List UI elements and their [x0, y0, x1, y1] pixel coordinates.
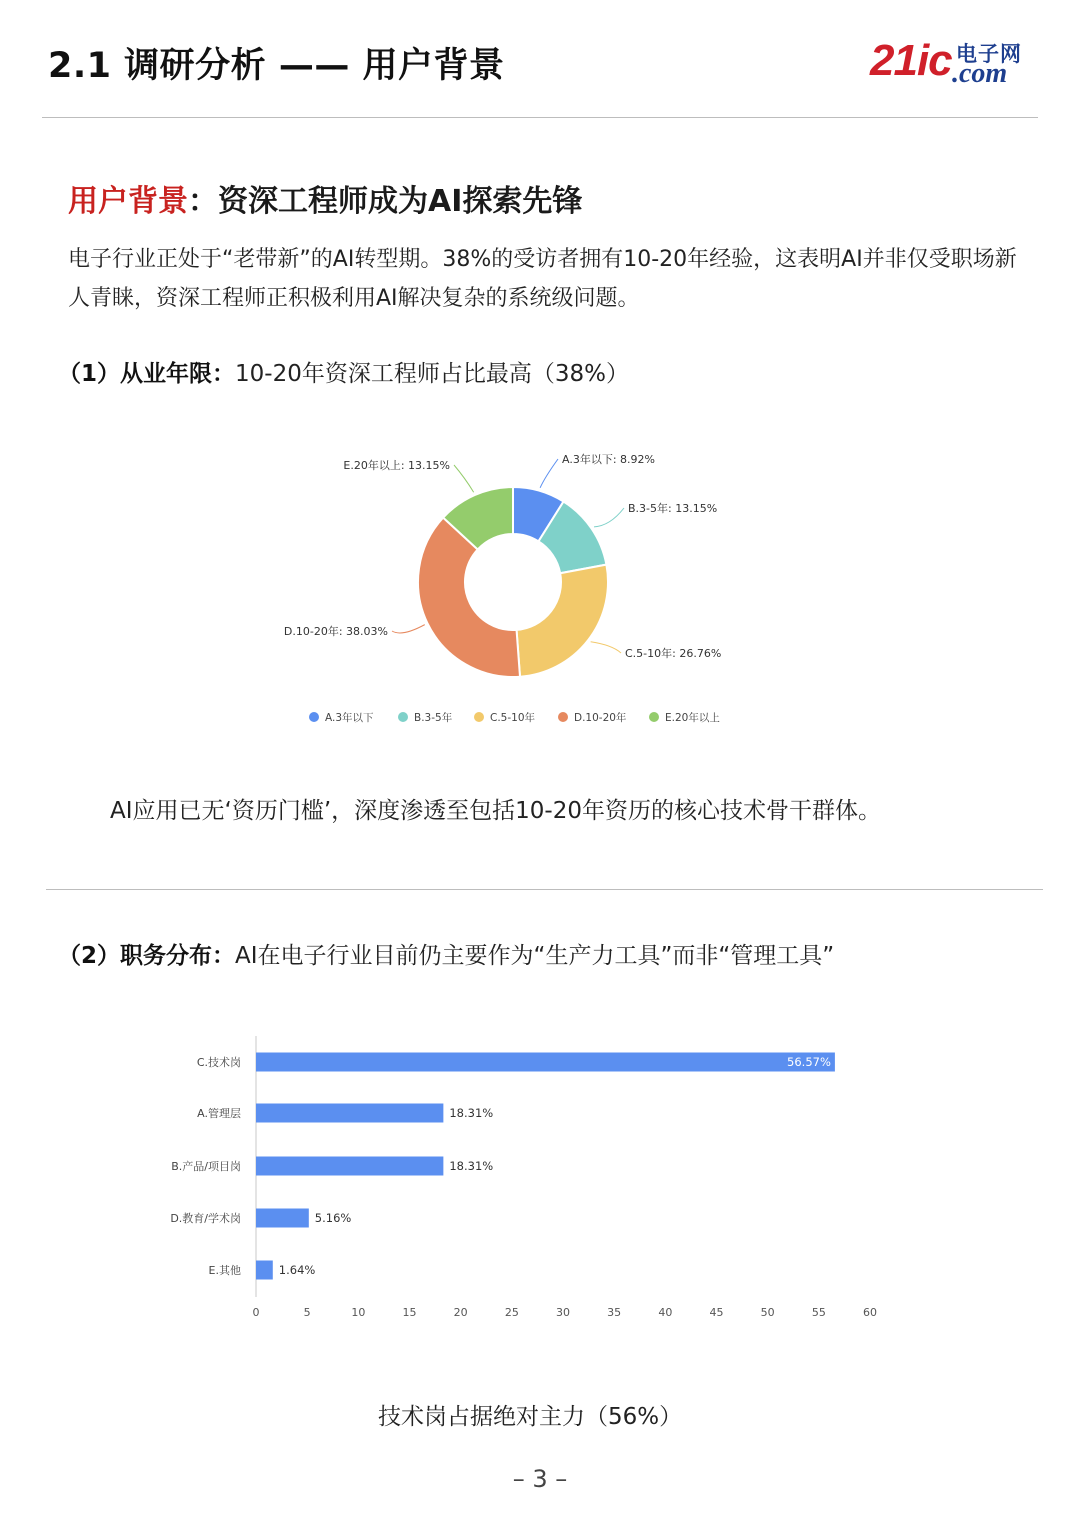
category-label-1: C.技术岗	[196, 1056, 241, 1069]
section-divider	[46, 889, 1043, 890]
x-tick-label-8: 35	[607, 1306, 622, 1319]
x-tick-label-2: 5	[303, 1306, 311, 1319]
category-label-2: A.管理层	[197, 1107, 241, 1120]
x-tick-label-12: 55	[811, 1306, 826, 1319]
subsection-experience-label: （1）从业年限：	[58, 361, 236, 387]
section-heading-highlight: 用户背景	[68, 184, 188, 219]
legend-swatch-2	[398, 712, 408, 722]
role-caption: 技术岗占据绝对主力（56%）	[378, 1404, 683, 1430]
x-tick-label-1: 0	[252, 1306, 260, 1319]
x-tick-label-5: 20	[453, 1306, 468, 1319]
slice-label-5: E.20年以上: 13.15%	[343, 459, 450, 472]
data-label-4: 5.16%	[314, 1211, 352, 1225]
legend-label-3: C.5-10年	[490, 712, 535, 724]
category-label-5: E.其他	[208, 1264, 241, 1277]
x-tick-label-3: 10	[351, 1306, 366, 1319]
legend-label-1: A.3年以下	[325, 712, 374, 724]
x-tick-label-10: 45	[709, 1306, 724, 1319]
leader-line-1	[540, 459, 558, 488]
legend-label-2: B.3-5年	[414, 712, 453, 724]
subsection-role-label: （2）职务分布：	[58, 943, 236, 969]
x-tick-label-7: 30	[556, 1306, 570, 1319]
section-heading	[68, 176, 582, 220]
legend-label-5: E.20年以上	[665, 712, 720, 724]
legend-swatch-1	[309, 712, 319, 722]
x-tick-label-6: 25	[504, 1306, 519, 1319]
legend-swatch-5	[649, 712, 659, 722]
brand-logo	[870, 36, 1040, 88]
slice-label-2: B.3-5年: 13.15%	[628, 502, 718, 515]
intro-paragraph: 电子行业正处于“老带新”的AI转型期。38%的受访者拥有10-20年经验，这表明AI并非仅受职场新人青睐，资深工程师正积极利用AI解决复杂的系统级问题。	[68, 247, 1017, 311]
experience-donut-chart	[250, 420, 830, 750]
x-tick-label-13: 60	[863, 1306, 877, 1319]
experience-caption: AI应用已无‘资历门槛’，深度渗透至包括10-20年资历的核心技术骨干群体。	[110, 798, 881, 824]
legend-swatch-3	[474, 712, 484, 722]
logo-com-text: .com	[952, 58, 1008, 89]
leader-line-2	[594, 508, 624, 527]
category-label-3: B.产品/项目岗	[171, 1160, 241, 1173]
leader-line-5	[454, 465, 474, 492]
x-tick-label-4: 15	[402, 1306, 417, 1319]
page-title: 2.1 调研分析 —— 用户背景	[48, 46, 505, 86]
subsection-experience-text: 10-20年资深工程师占比最高（38%）	[235, 361, 629, 387]
bar-1	[256, 1053, 835, 1072]
leader-line-3	[591, 642, 621, 653]
role-bar-chart	[150, 1020, 930, 1360]
donut-slice-3	[517, 565, 608, 677]
x-tick-label-9: 40	[658, 1306, 673, 1319]
bar-5	[256, 1261, 273, 1280]
slice-label-3: C.5-10年: 26.76%	[625, 647, 722, 660]
subsection-experience	[58, 355, 629, 388]
bar-4	[256, 1209, 309, 1228]
logo-cn-text: 电子网	[956, 42, 1022, 66]
slice-label-1: A.3年以下: 8.92%	[562, 453, 655, 466]
logo-number: 21ic	[870, 36, 952, 85]
page-number: – 3 –	[512, 1465, 568, 1493]
data-label-2: 18.31%	[449, 1106, 494, 1120]
bar-3	[256, 1157, 443, 1176]
subsection-role-text: AI在电子行业目前仍主要作为“生产力工具”而非“管理工具”	[235, 943, 835, 969]
x-tick-label-11: 50	[760, 1306, 775, 1319]
header-divider	[42, 117, 1038, 118]
legend-label-4: D.10-20年	[574, 712, 627, 724]
slice-label-4: D.10-20年: 38.03%	[283, 625, 388, 638]
section-heading-text: ：资深工程师成为AI探索先锋	[188, 184, 583, 219]
subsection-role	[58, 937, 834, 970]
data-label-1: 56.57%	[787, 1055, 831, 1069]
category-label-4: D.教育/学术岗	[170, 1212, 241, 1225]
leader-line-4	[392, 625, 425, 633]
bar-2	[256, 1104, 443, 1123]
legend-swatch-4	[558, 712, 568, 722]
data-label-5: 1.64%	[278, 1263, 316, 1277]
data-label-3: 18.31%	[449, 1159, 494, 1173]
